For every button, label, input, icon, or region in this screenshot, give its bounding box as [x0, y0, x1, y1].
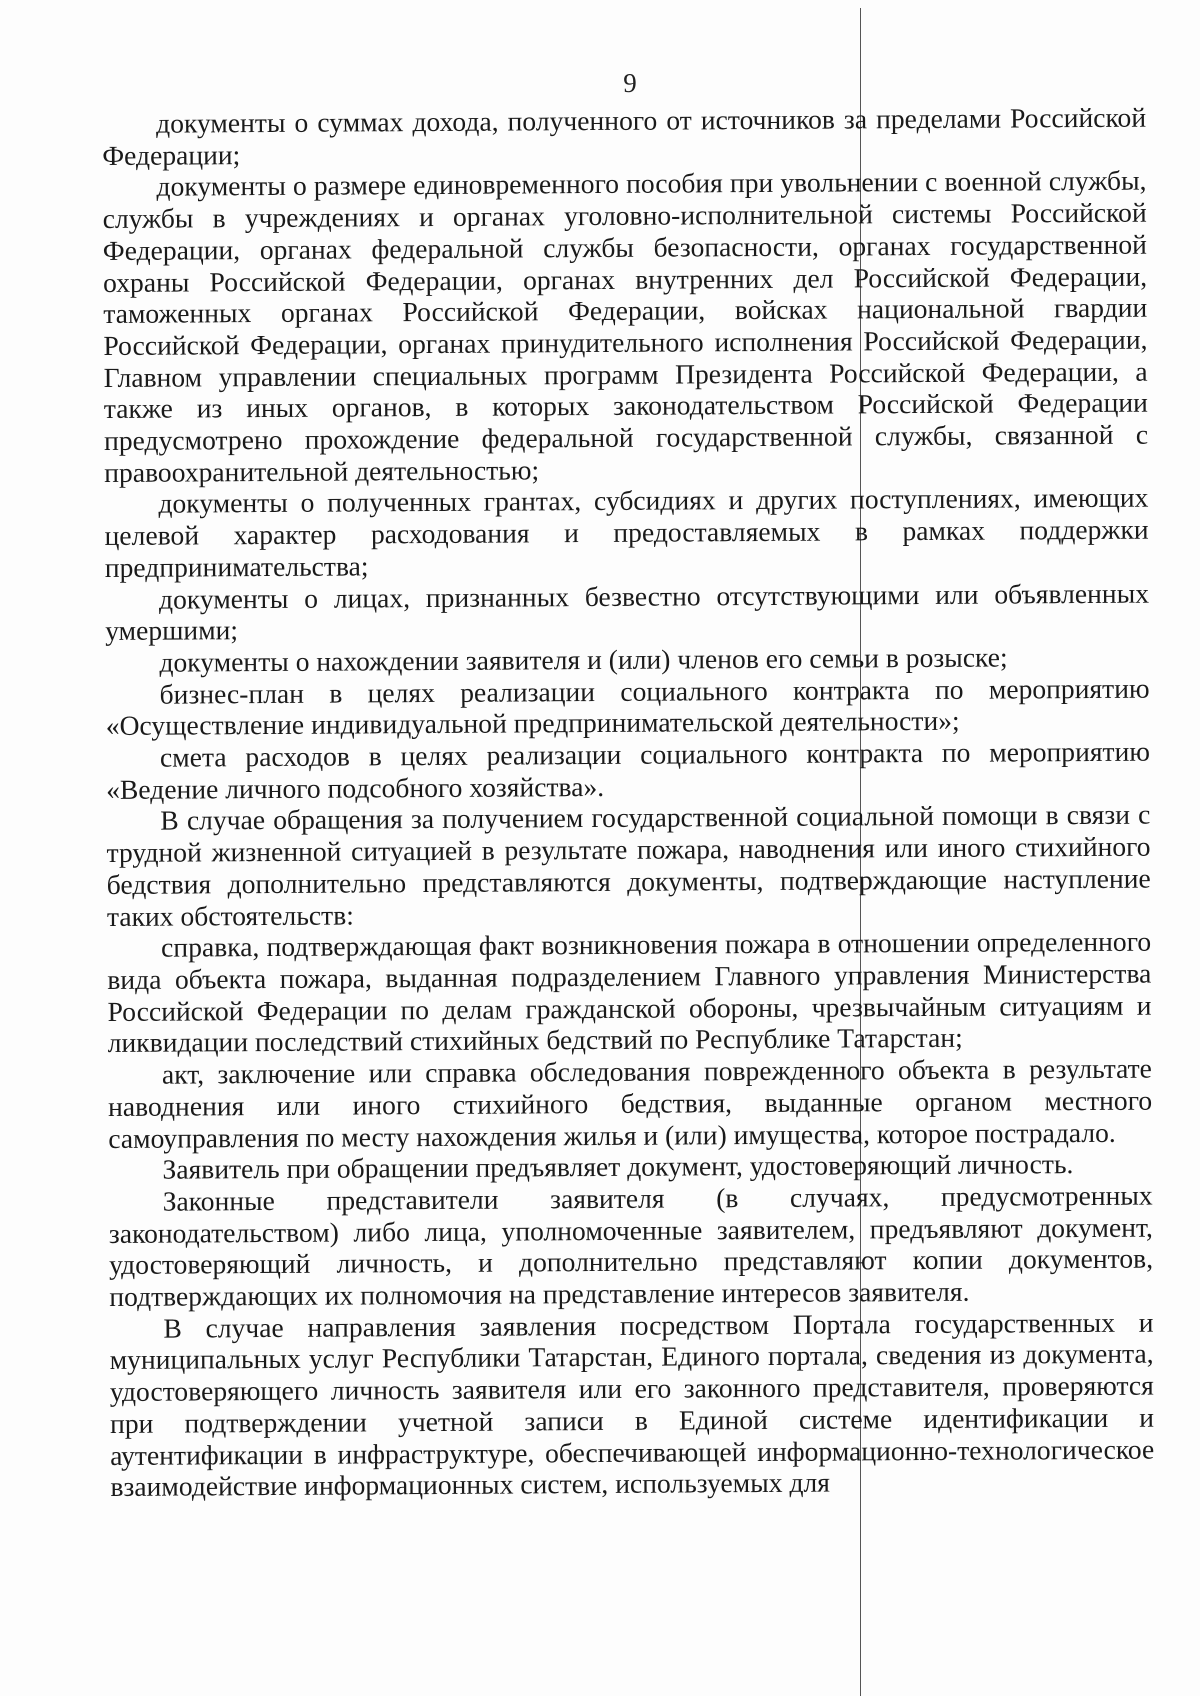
- document-body: [102, 102, 1155, 1503]
- paragraph-business-plan: бизнес-план в целях реализации социального контракта по мероприятию «Осуществление индивидуальной предпринимательской деятельности»;: [105, 672, 1150, 742]
- paragraph-identity-document: Заявитель при обращении предъявляет документ, удостоверяющий личность.: [162, 1148, 1074, 1185]
- paragraph-flood-act: акт, заключение или справка обследования поврежденного объекта в результате наводнения или иного стихийного бедствия, выданные органом местного самоуправления по месту нахождения жилья и (или) имущества, которое пострадало.: [108, 1052, 1153, 1154]
- paragraph-disaster-case: В случае обращения за получением государственной социальной помощи в связи с трудной жизненной ситуацией в результате пожара, наводнения или иного стихийного бедствия дополнительно представляются документы, подтверждающие наступление таких обстоятельств:: [106, 799, 1151, 932]
- paragraph-portal-submission: В случае направления заявления посредством Портала государственных и муниципальных услуг Республики Татарстан, Единого портала, сведения из документа, удостоверяющего личность заявителя или его законного представителя, проверяются при подтверждении учетной записи в Единой системе идентификации и аутентификации в инфраструктуре, обеспечивающей информационно-технологическое взаимодействие информационных систем, используемых для: [109, 1306, 1155, 1503]
- paragraph-wanted-search: документы о нахождении заявителя и (или) членов его семьи в розыске;: [159, 641, 1008, 678]
- paragraph-legal-representatives: Законные представители заявителя (в случаях, предусмотренных законодательством) либо лица, уполномоченные заявителем, предъявляют документ, удостоверяющий личность, и дополнительно представляют копии документов, подтверждающих их полномочия на представление интересов заявителя.: [108, 1179, 1154, 1312]
- page-number: 9: [623, 68, 637, 98]
- paragraph-grants-subsidies: документы о полученных грантах, субсидиях и других поступлениях, имеющих целевой характер расходования и предоставляемых в рамках поддержки предпринимательства;: [104, 482, 1149, 583]
- paragraph-income-abroad: документы о суммах дохода, полученного от источников за пределами Российской Федерации;: [102, 101, 1147, 171]
- paragraph-fire-certificate: справка, подтверждающая факт возникновения пожара в отношении определенного вида объекта пожара, выданная подразделением Главного управления Министерства Российской Федерации по делам гражданской обороны, чрезвычайным ситуациям и ликвидации последствий стихийных бедствий по Республике Татарстан;: [107, 925, 1152, 1059]
- paragraph-severance-allowance: документы о размере единовременного пособия при увольнении с военной службы, службы в учреждениях и органах уголовно-исполнительной системы Российской Федерации, органах федеральной службы безопасности, органах государственной охраны Российской Федерации, органах внутренних дел Российской Федерации, таможенных органах Российской Федерации, войсках национальной гвардии Российской Федерации, органах принудительного исполнения Российской Федерации, Главном управлении специальных программ Президента Российской Федерации, а также из иных органов, в которых законодательством Российской Федерации предусмотрено прохождение федеральной государственной службы, связанной с правоохранительной деятельностью;: [102, 165, 1149, 488]
- paragraph-expense-estimate: смета расходов в целях реализации социального контракта по мероприятию «Ведение личного подсобного хозяйства».: [106, 735, 1151, 805]
- paragraph-missing-persons: документы о лицах, признанных безвестно отсутствующими или объявленных умершими;: [105, 577, 1150, 647]
